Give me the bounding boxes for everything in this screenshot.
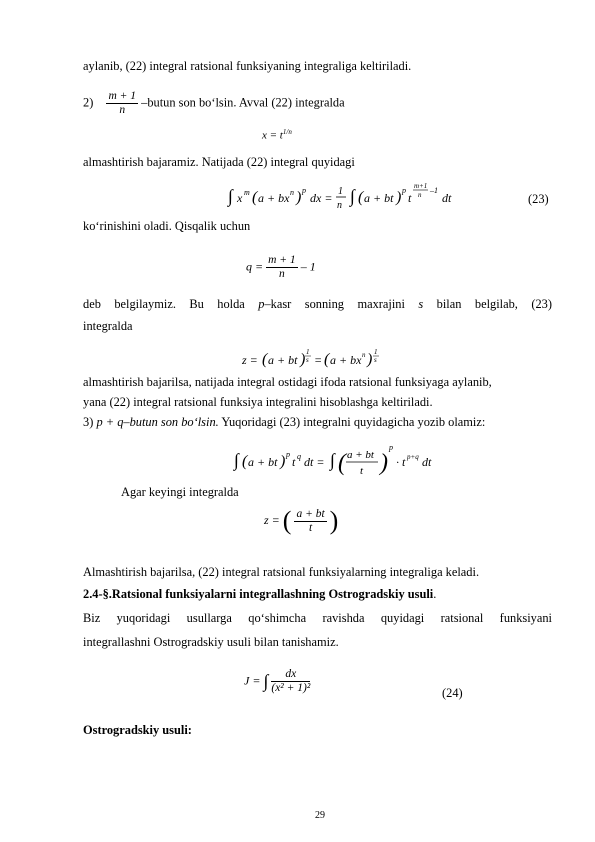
svg-text:–1: –1 — [430, 186, 438, 195]
svg-text:(: ( — [358, 189, 364, 206]
svg-text:∫: ∫ — [350, 186, 355, 206]
page-number: 29 — [315, 810, 325, 821]
case-text-italic: –butun son bo‘lsin. — [123, 415, 219, 429]
svg-text:n: n — [290, 188, 294, 197]
q-tail: – 1 — [300, 259, 316, 274]
fraction-denominator: n — [119, 104, 126, 116]
q-numerator: m + 1 — [268, 254, 296, 266]
equation-23 — [228, 178, 478, 219]
equation-23-graphic — [228, 178, 478, 214]
svg-text:p: p — [286, 450, 290, 459]
svg-text:s: s — [306, 356, 309, 364]
text-fragment: bilan belgilab, (23) — [436, 297, 552, 311]
text-line-justified: Biz yuqoridagi usullarga qo‘shimcha ravishda quyidagi ratsional funksiyani — [83, 611, 552, 625]
p-plus-q: p + q — [96, 415, 124, 429]
equation-number-24: (24) — [442, 686, 463, 700]
svg-text:1: 1 — [338, 186, 343, 197]
svg-text:t: t — [360, 465, 364, 477]
svg-text:): ) — [380, 450, 388, 476]
svg-text:): ) — [396, 189, 402, 206]
text-line: Almashtirish bajarilsa, (22) integral ratsional funksiyalarning integraliga keladi. — [83, 565, 480, 579]
svg-text:n: n — [362, 351, 366, 359]
z-definition-2: z = ( $\frac{a + bt}{t}$ ) — [264, 506, 339, 535]
svg-text:m: m — [244, 188, 250, 197]
svg-text:a + bt: a + bt — [347, 449, 374, 461]
z-definition-graphic — [242, 346, 392, 372]
j-numerator: dx — [271, 668, 310, 682]
svg-text:a + bx: a + bx — [258, 191, 290, 205]
text-line-case-2 — [83, 90, 345, 117]
substitution-equation — [262, 128, 292, 142]
case-number: 3) — [83, 415, 94, 429]
svg-text:(: ( — [252, 189, 258, 206]
text-line: integralda — [83, 319, 133, 333]
substitution-exponent: 1/n — [282, 128, 292, 136]
q-lhs: q = — [246, 259, 264, 274]
svg-text:q: q — [297, 452, 301, 461]
svg-text:(: ( — [324, 351, 330, 368]
svg-text:=: = — [314, 353, 323, 367]
svg-text:a + bx: a + bx — [330, 353, 362, 367]
svg-text:x: x — [237, 191, 243, 205]
svg-text:p: p — [402, 186, 406, 195]
equation-24: J = ∫ $\frac{dx}{\text{(x² + 1)²}}$ — [244, 668, 311, 694]
j-fraction — [271, 668, 310, 695]
text-line: ko‘rinishini oladi. Qisqalik uchun — [83, 219, 251, 233]
fraction-m1-over-n — [106, 90, 138, 117]
svg-text:∫: ∫ — [234, 450, 239, 470]
q-definition — [246, 254, 316, 281]
svg-text:dt: dt — [422, 455, 432, 469]
j-denominator: (x² + 1)² — [271, 682, 311, 694]
z-definition — [242, 346, 392, 377]
text-line-indented: Agar keyingi integralda — [121, 485, 239, 499]
integral-rewrite-graphic — [234, 440, 444, 478]
svg-text:p+q: p+q — [407, 453, 419, 461]
case-number: 2) — [83, 95, 94, 110]
svg-text:t: t — [292, 455, 296, 469]
fraction-numerator: m + 1 — [108, 90, 137, 102]
svg-text:m+1: m+1 — [414, 182, 428, 190]
svg-text:dx =: dx = — [310, 191, 333, 205]
symbol-s: s — [418, 297, 424, 311]
svg-text:·: · — [396, 455, 399, 469]
svg-text:1: 1 — [374, 348, 378, 356]
q-fraction — [266, 254, 298, 281]
svg-text:): ) — [296, 189, 302, 206]
svg-text:s: s — [374, 356, 377, 364]
svg-text:a + bt: a + bt — [248, 455, 278, 469]
svg-text:n: n — [337, 200, 342, 211]
text-line: almashtirish bajarilsa, natijada integral ostidagi ifoda ratsional funksiyaga aylanib, — [83, 375, 492, 389]
svg-text:a + bt: a + bt — [268, 353, 298, 367]
section-heading: 2.4-§.Ratsional funksiyalarni integrallashning Ostrogradskiy usuli. — [83, 587, 437, 601]
text-line: almashtirish bajaramiz. Natijada (22) integral quyidagi — [83, 155, 355, 169]
substitution-lhs: x = t — [262, 129, 283, 142]
svg-text:): ) — [300, 351, 306, 368]
text-line-case-3 — [83, 414, 485, 430]
svg-text:1: 1 — [306, 348, 310, 356]
z2-fraction — [294, 508, 326, 535]
svg-text:z =: z = — [242, 353, 258, 367]
text-line-justified — [83, 296, 552, 312]
svg-text:p: p — [302, 186, 306, 195]
text-fragment: deb belgilaymiz. Bu holda — [83, 297, 245, 311]
svg-text:n: n — [418, 191, 422, 199]
svg-text:dt: dt — [442, 191, 452, 205]
text-fragment: –kasr sonning maxrajini — [264, 297, 405, 311]
section-heading-text: 2.4-§.Ratsional funksiyalarni integrallashning Ostrogradskiy usuli — [83, 587, 434, 601]
svg-text:t: t — [402, 455, 406, 469]
case-text: Yuqoridagi (23) integralni quyidagicha yozib olamiz: — [218, 415, 486, 429]
text-line: yana (22) integral ratsional funksiya integralini hisoblashga keltiriladi. — [83, 395, 433, 409]
svg-text:(: ( — [338, 450, 346, 476]
symbol-p: p — [258, 297, 265, 311]
svg-text:p: p — [389, 443, 393, 452]
svg-text:∫: ∫ — [228, 186, 233, 206]
z2-lhs: z = — [264, 512, 280, 527]
integral-rewrite — [234, 440, 444, 483]
equation-number-23: (23) — [528, 192, 549, 206]
text-line: integrallashni Ostrogradskiy usuli bilan tanishamiz. — [83, 635, 339, 649]
svg-text:t: t — [408, 191, 412, 205]
subheading: Ostrogradskiy usuli: — [83, 723, 192, 737]
z2-denominator: t — [308, 521, 313, 534]
svg-text:(: ( — [262, 351, 268, 368]
q-denominator: n — [279, 268, 285, 280]
j-lhs: J = — [244, 673, 261, 688]
svg-text:): ) — [367, 351, 373, 368]
svg-text:dt =: dt = — [304, 455, 325, 469]
case-text: –butun son bo‘lsin. Avval (22) integralda — [141, 95, 345, 110]
svg-text:): ) — [280, 453, 286, 470]
text-line: aylanib, (22) integral ratsional funksiyaning integraliga keltiriladi. — [83, 59, 412, 73]
svg-text:a + bt: a + bt — [364, 191, 394, 205]
z2-numerator: a + bt — [296, 507, 325, 520]
svg-text:(: ( — [242, 453, 248, 470]
svg-text:∫: ∫ — [330, 450, 335, 470]
